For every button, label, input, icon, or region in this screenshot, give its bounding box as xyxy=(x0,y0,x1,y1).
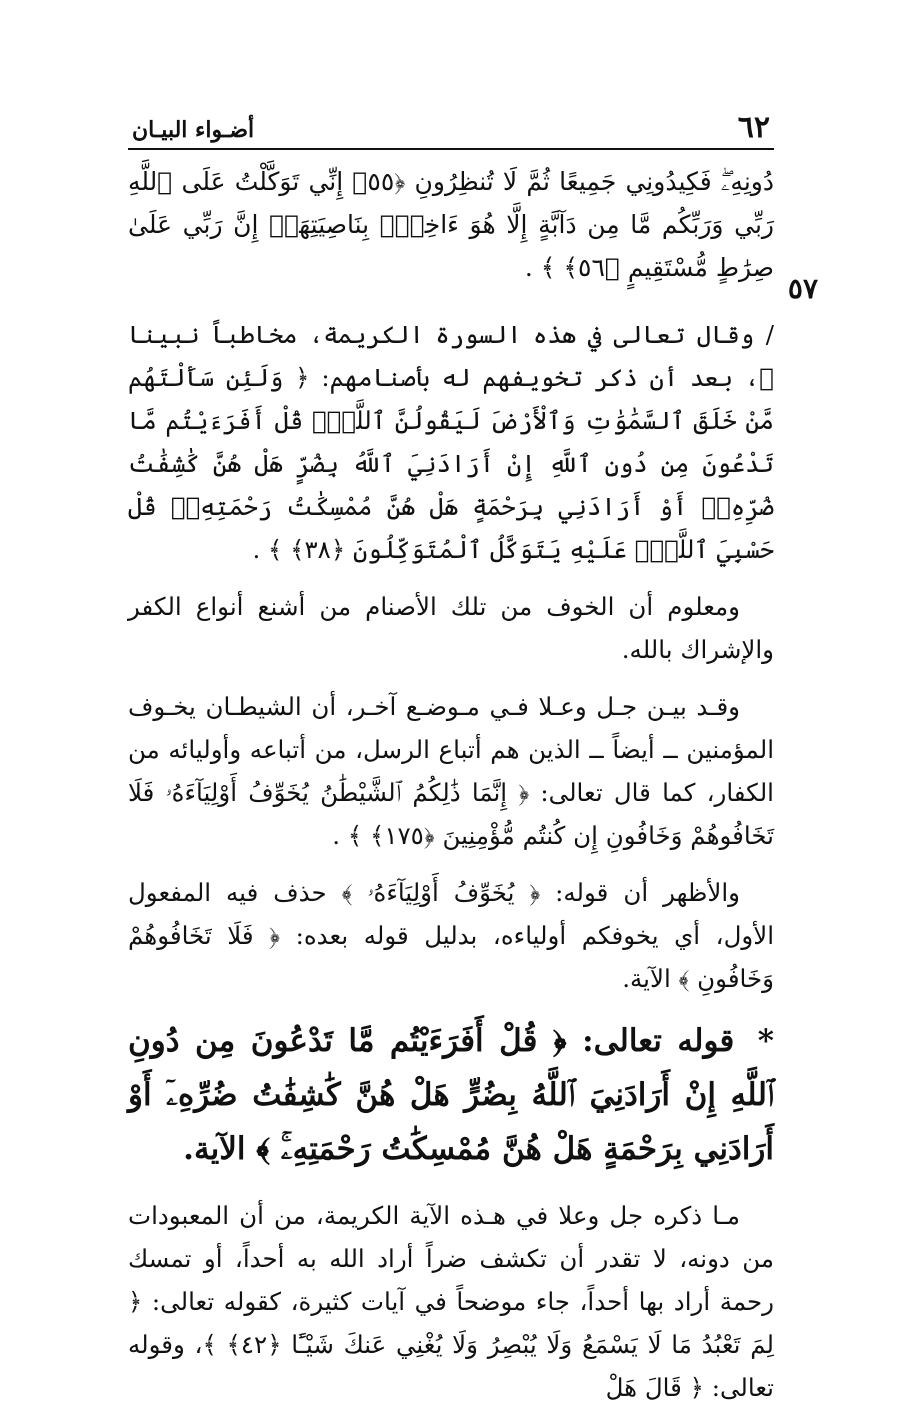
star-icon: * xyxy=(757,1023,774,1059)
page-body xyxy=(128,160,774,1423)
paragraph-2: ومعلوم أن الخوف من تلك الأصنام من أشنع أنواع الكفر والإشراك بالله. xyxy=(128,592,774,664)
paragraph-3: وقـد بيـن جـل وعـلا فـي مـوضـع آخـر، أن الشيطـان يخـوف المؤمنين ــ أيضاً ــ الذين هم أتباع الرسل، من أتباعه وأوليائه من الكفار، كما قال تعالى: ﴿ إِنَّمَا ذَٰلِكُمُ ٱلشَّيْطَٰنُ يُخَوِّفُ أَوْلِيَآءَهُۥ فَلَا تَخَافُوهُمْ وَخَافُونِ إِن كُنتُم مُّؤْمِنِينَ ﴿١٧٥﴾ ﴾ . xyxy=(128,692,774,850)
page-number: ٦٢ xyxy=(737,110,770,145)
section-heading xyxy=(128,1014,774,1176)
paragraph-1: / وقال تعالى في هذه السورة الكريمة، مخاطباً نبينا ﷺ، بعد أن ذكر تخويفهم له بأصنامهم: ﴿ وَلَئِن سَأَلْتَهُم مَّنْ خَلَقَ ٱلسَّمَٰوَٰتِ وَٱلْأَرْضَ لَيَقُولُنَّ ٱللَّهُۚ قُلْ أَفَرَءَيْتُم مَّا تَدْعُونَ مِن دُونِ ٱللَّهِ إِنْ أَرَادَنِيَ ٱللَّهُ بِضُرٍّ هَلْ هُنَّ كَٰشِفَٰتُ ضُرِّهِۦٓ أَوْ أَرَادَنِي بِرَحْمَةٍ هَلْ هُنَّ مُمْسِكَٰتُ رَحْمَتِهِۦۚ قُلْ حَسْبِيَ ٱللَّهُۖ عَلَيْهِ يَتَوَكَّلُ ٱلْمُتَوَكِّلُونَ ﴿٣٨﴾ ﴾ . xyxy=(128,320,774,564)
paragraph-4: والأظهر أن قوله: ﴿ يُخَوِّفُ أَوْلِيَآءَهُۥ ﴾ حذف فيه المفعول الأول، أي يخوفكم أولياءه، بدليل قوله بعده: ﴿ فَلَا تَخَافُوهُمْ وَخَافُونِ ﴾ الآية. xyxy=(128,878,774,993)
section-heading-text: قوله تعالى: ﴿ قُلْ أَفَرَءَيْتُم مَّا تَدْعُونَ مِن دُونِ ٱللَّهِ إِنْ أَرَادَنِيَ ٱللَّهُ بِضُرٍّ هَلْ هُنَّ كَٰشِفَٰتُ ضُرِّهِۦٓ أَوْ أَرَادَنِي بِرَحْمَةٍ هَلْ هُنَّ مُمْسِكَٰتُ رَحْمَتِهِۦۚ ﴾ الآية. xyxy=(128,1023,774,1167)
verse-continuation: دُونِهِۦۖ فَكِيدُونِي جَمِيعًا ثُمَّ لَا تُنظِرُونِ ﴿٥٥﴾ إِنِّي تَوَكَّلْتُ عَلَى ٱللَّهِ رَبِّي وَرَبِّكُم مَّا مِن دَآبَّةٍ إِلَّا هُوَ ءَاخِذُۢ بِنَاصِيَتِهَآۚ إِنَّ رَبِّي عَلَىٰ صِرَٰطٍ مُّسْتَقِيمٍ ﴿٥٦﴾ ﴾ . xyxy=(128,167,774,282)
paragraph-5: مـا ذكره جل وعلا في هـذه الآية الكريمة، من أن المعبودات من دونه، لا تقدر أن تكشف ضراً أراد الله به أحداً، أو تمسك رحمة أراد بها أحداً، جاء موضحاً في آيات كثيرة، كقوله تعالى: ﴿ لِمَ تَعْبُدُ مَا لَا يَسْمَعُ وَلَا يُبْصِرُ وَلَا يُغْنِي عَنكَ شَيْـًٔا ﴿٤٢﴾ ﴾، وقوله تعالى: ﴿ قَالَ هَلْ xyxy=(128,1201,774,1402)
book-title: أضـواء البيـان xyxy=(132,117,255,143)
margin-page-reference: ٥٧ xyxy=(787,272,818,305)
page-header xyxy=(128,112,774,150)
